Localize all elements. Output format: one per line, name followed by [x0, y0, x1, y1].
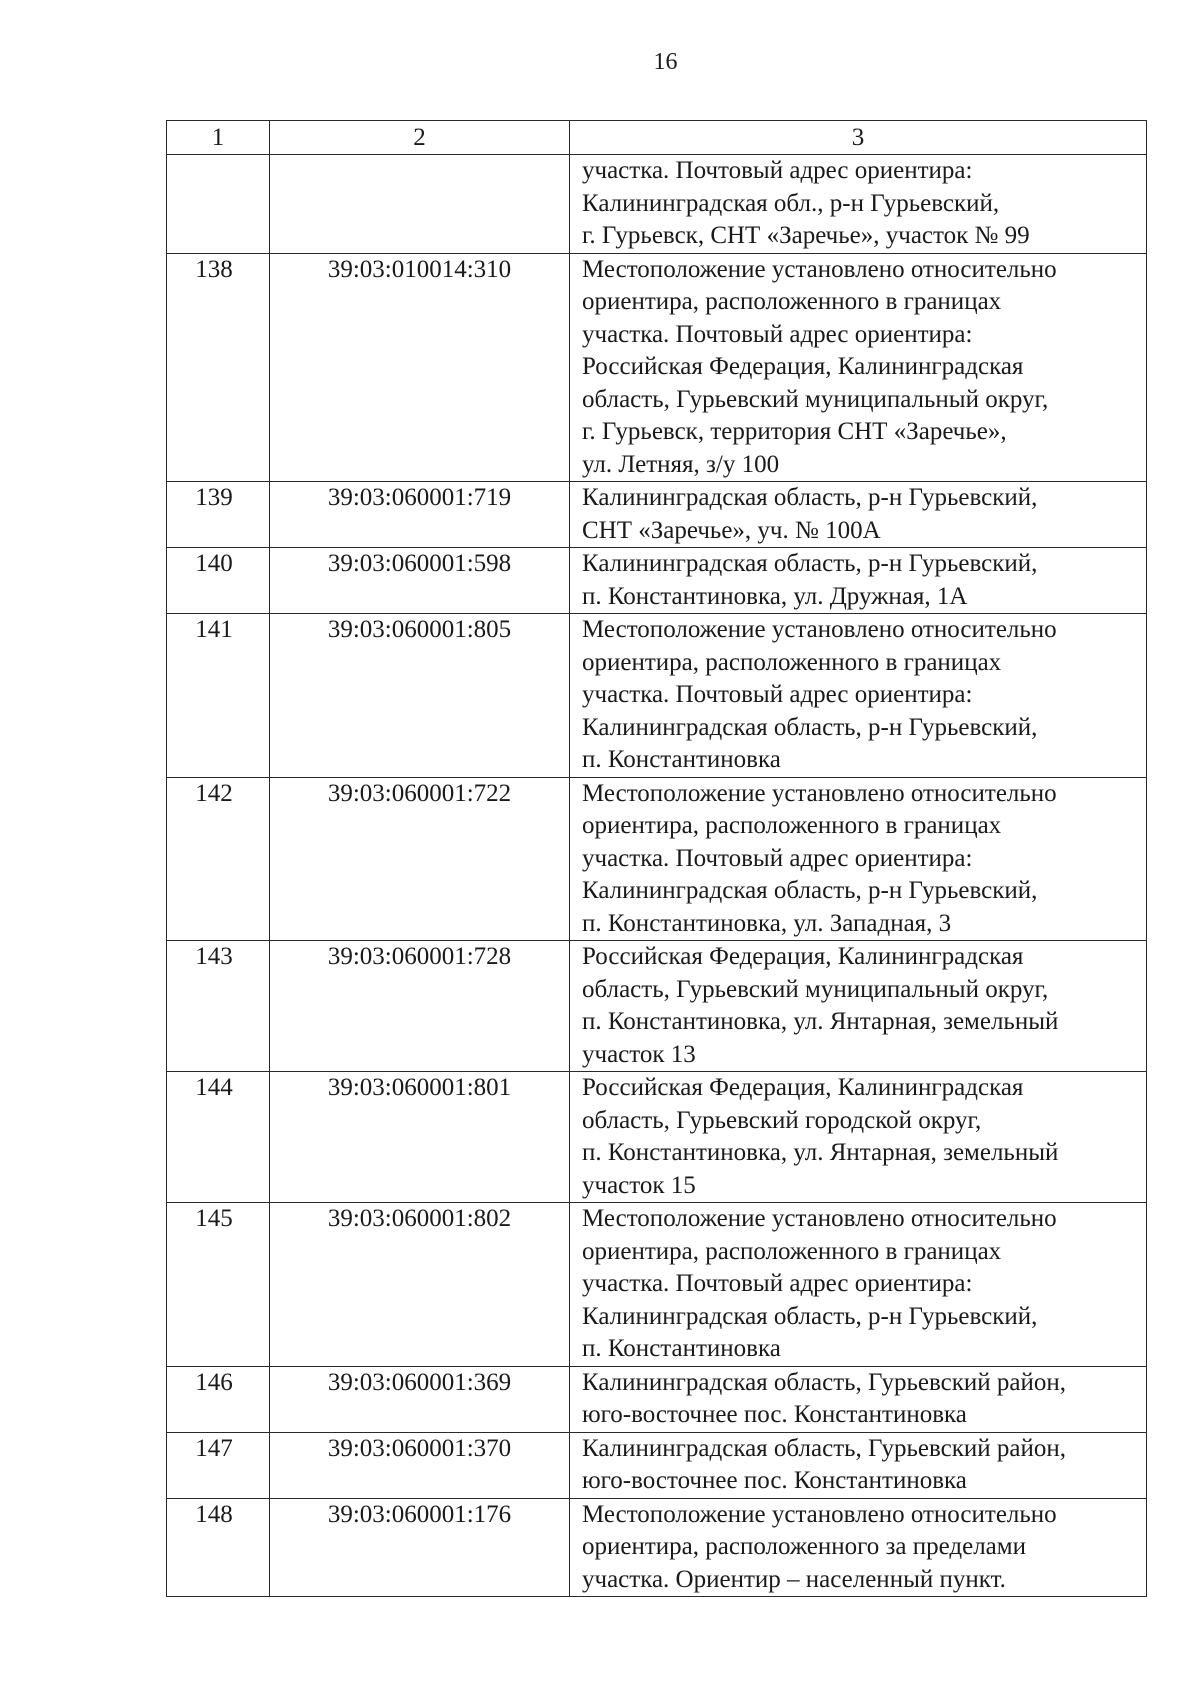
- row-number-cell: 144: [167, 1072, 270, 1203]
- address-line: ул. Летняя, з/у 100: [582, 450, 780, 478]
- address-line: участка. Почтовый адрес ориентира:: [582, 1270, 973, 1297]
- row-number-cell: 140: [167, 548, 270, 614]
- address-line: п. Константиновка, ул. Западная, 3: [582, 909, 952, 937]
- address-cell: [570, 614, 1147, 778]
- cadastral-number-cell: 39:03:060001:598: [270, 548, 570, 614]
- address-line: г. Гурьевск, СНТ «Заречье», участок № 99: [582, 222, 1030, 249]
- table-row: [167, 941, 1147, 1072]
- row-number-cell: 139: [167, 482, 270, 548]
- cadastral-number-cell: 39:03:060001:728: [270, 941, 570, 1072]
- row-number-cell: 138: [167, 253, 270, 482]
- address-line: г. Гурьевск, территория СНТ «Заречье»,: [582, 418, 1007, 445]
- address-line: Российская Федерация, Калининградская: [582, 943, 1024, 970]
- cadastral-number-cell: 39:03:060001:176: [270, 1498, 570, 1597]
- address-cell: [570, 1203, 1147, 1367]
- address-line: участка. Почтовый адрес ориентира:: [582, 320, 973, 348]
- address-cell: [570, 1072, 1147, 1203]
- address-line: участка. Почтовый адрес ориентира:: [582, 681, 973, 708]
- address-cell: [570, 482, 1147, 548]
- address-line: Калининградская область, р-н Гурьевский,: [582, 1302, 1038, 1330]
- column-header-number: 1: [167, 121, 270, 155]
- address-line: ориентира, расположенного в границах: [582, 812, 1002, 839]
- address-line: п. Константиновка: [582, 1335, 781, 1362]
- address-line: участок 13: [582, 1040, 696, 1068]
- address-line: Калининградская область, р-н Гурьевский,: [582, 550, 1038, 577]
- address-line: юго-восточнее пос. Константиновка: [582, 1467, 967, 1494]
- address-line: Калининградская область, р-н Гурьевский,: [582, 484, 1038, 511]
- address-line: Российская Федерация, Калининградская: [582, 1074, 1024, 1101]
- table-row: [167, 1432, 1147, 1498]
- address-line: участка. Почтовый адрес ориентира:: [582, 844, 973, 872]
- address-line: Местоположение установлено относительно: [582, 1205, 1057, 1232]
- address-cell: [570, 777, 1147, 941]
- table-header-row: [167, 121, 1147, 155]
- row-number-cell: 141: [167, 614, 270, 778]
- cadastral-number-cell: 39:03:060001:801: [270, 1072, 570, 1203]
- address-line: СНТ «Заречье», уч. № 100А: [582, 516, 881, 544]
- address-line: ориентира, расположенного в границах: [582, 648, 1002, 676]
- cadastral-number-cell: 39:03:060001:805: [270, 614, 570, 778]
- address-line: область, Гурьевский муниципальный округ,: [582, 385, 1049, 413]
- table-row: [167, 155, 1147, 254]
- address-line: ориентира, расположенного в границах: [582, 1237, 1002, 1265]
- address-line: Российская Федерация, Калининградская: [582, 353, 1024, 380]
- address-line: Калининградская обл., р-н Гурьевский,: [582, 189, 1000, 217]
- address-line: п. Константиновка, ул. Дружная, 1А: [582, 582, 968, 610]
- table-row: [167, 1072, 1147, 1203]
- address-line: Калининградская область, Гурьевский район,: [582, 1368, 1067, 1396]
- column-header-cadastral: 2: [270, 121, 570, 155]
- cadastral-number-cell: 39:03:060001:370: [270, 1432, 570, 1498]
- address-line: участка. Ориентир – населенный пункт.: [582, 1565, 1006, 1593]
- address-line: п. Константиновка, ул. Янтарная, земельный: [582, 1008, 1059, 1035]
- cadastral-number-cell: 39:03:010014:310: [270, 253, 570, 482]
- address-line: Местоположение установлено относительно: [582, 1500, 1057, 1528]
- table-row: [167, 548, 1147, 614]
- address-line: п. Константиновка, ул. Янтарная, земельный: [582, 1139, 1059, 1166]
- cadastral-number-cell: 39:03:060001:369: [270, 1366, 570, 1432]
- table-row: [167, 253, 1147, 482]
- address-cell: [570, 1432, 1147, 1498]
- address-cell: [570, 155, 1147, 254]
- address-line: область, Гурьевский муниципальный округ,: [582, 975, 1049, 1003]
- address-line: ориентира, расположенного за пределами: [582, 1533, 1026, 1560]
- address-line: участок 15: [582, 1171, 696, 1199]
- address-cell: [570, 548, 1147, 614]
- address-line: Местоположение установлено относительно: [582, 616, 1057, 643]
- row-number-cell: 142: [167, 777, 270, 941]
- address-cell: [570, 1366, 1147, 1432]
- address-line: Калининградская область, Гурьевский район,: [582, 1434, 1067, 1462]
- address-line: Местоположение установлено относительно: [582, 255, 1057, 283]
- table-body: [167, 155, 1147, 1597]
- row-number-cell: [167, 155, 270, 254]
- address-line: ориентира, расположенного в границах: [582, 288, 1002, 315]
- page-number: 16: [653, 49, 678, 75]
- row-number-cell: 147: [167, 1432, 270, 1498]
- column-header-address: 3: [570, 121, 1147, 155]
- address-cell: [570, 1498, 1147, 1597]
- address-line: Местоположение установлено относительно: [582, 779, 1057, 807]
- cadastral-number-cell: 39:03:060001:719: [270, 482, 570, 548]
- address-line: п. Константиновка: [582, 746, 781, 773]
- address-line: юго-восточнее пос. Константиновка: [582, 1401, 967, 1428]
- address-line: область, Гурьевский городской округ,: [582, 1106, 982, 1134]
- cadastral-number-cell: [270, 155, 570, 254]
- row-number-cell: 146: [167, 1366, 270, 1432]
- table-row: [167, 777, 1147, 941]
- address-line: Калининградская область, р-н Гурьевский,: [582, 713, 1038, 741]
- address-cell: [570, 253, 1147, 482]
- row-number-cell: 148: [167, 1498, 270, 1597]
- address-line: участка. Почтовый адрес ориентира:: [582, 157, 973, 184]
- address-cell: [570, 941, 1147, 1072]
- table-row: [167, 1203, 1147, 1367]
- cadastral-number-cell: 39:03:060001:802: [270, 1203, 570, 1367]
- row-number-cell: 143: [167, 941, 270, 1072]
- table-row: [167, 1498, 1147, 1597]
- table-row: [167, 614, 1147, 778]
- row-number-cell: 145: [167, 1203, 270, 1367]
- land-plot-table: [166, 120, 1147, 1597]
- cadastral-number-cell: 39:03:060001:722: [270, 777, 570, 941]
- table-row: [167, 482, 1147, 548]
- table-row: [167, 1366, 1147, 1432]
- address-line: Калининградская область, р-н Гурьевский,: [582, 877, 1038, 904]
